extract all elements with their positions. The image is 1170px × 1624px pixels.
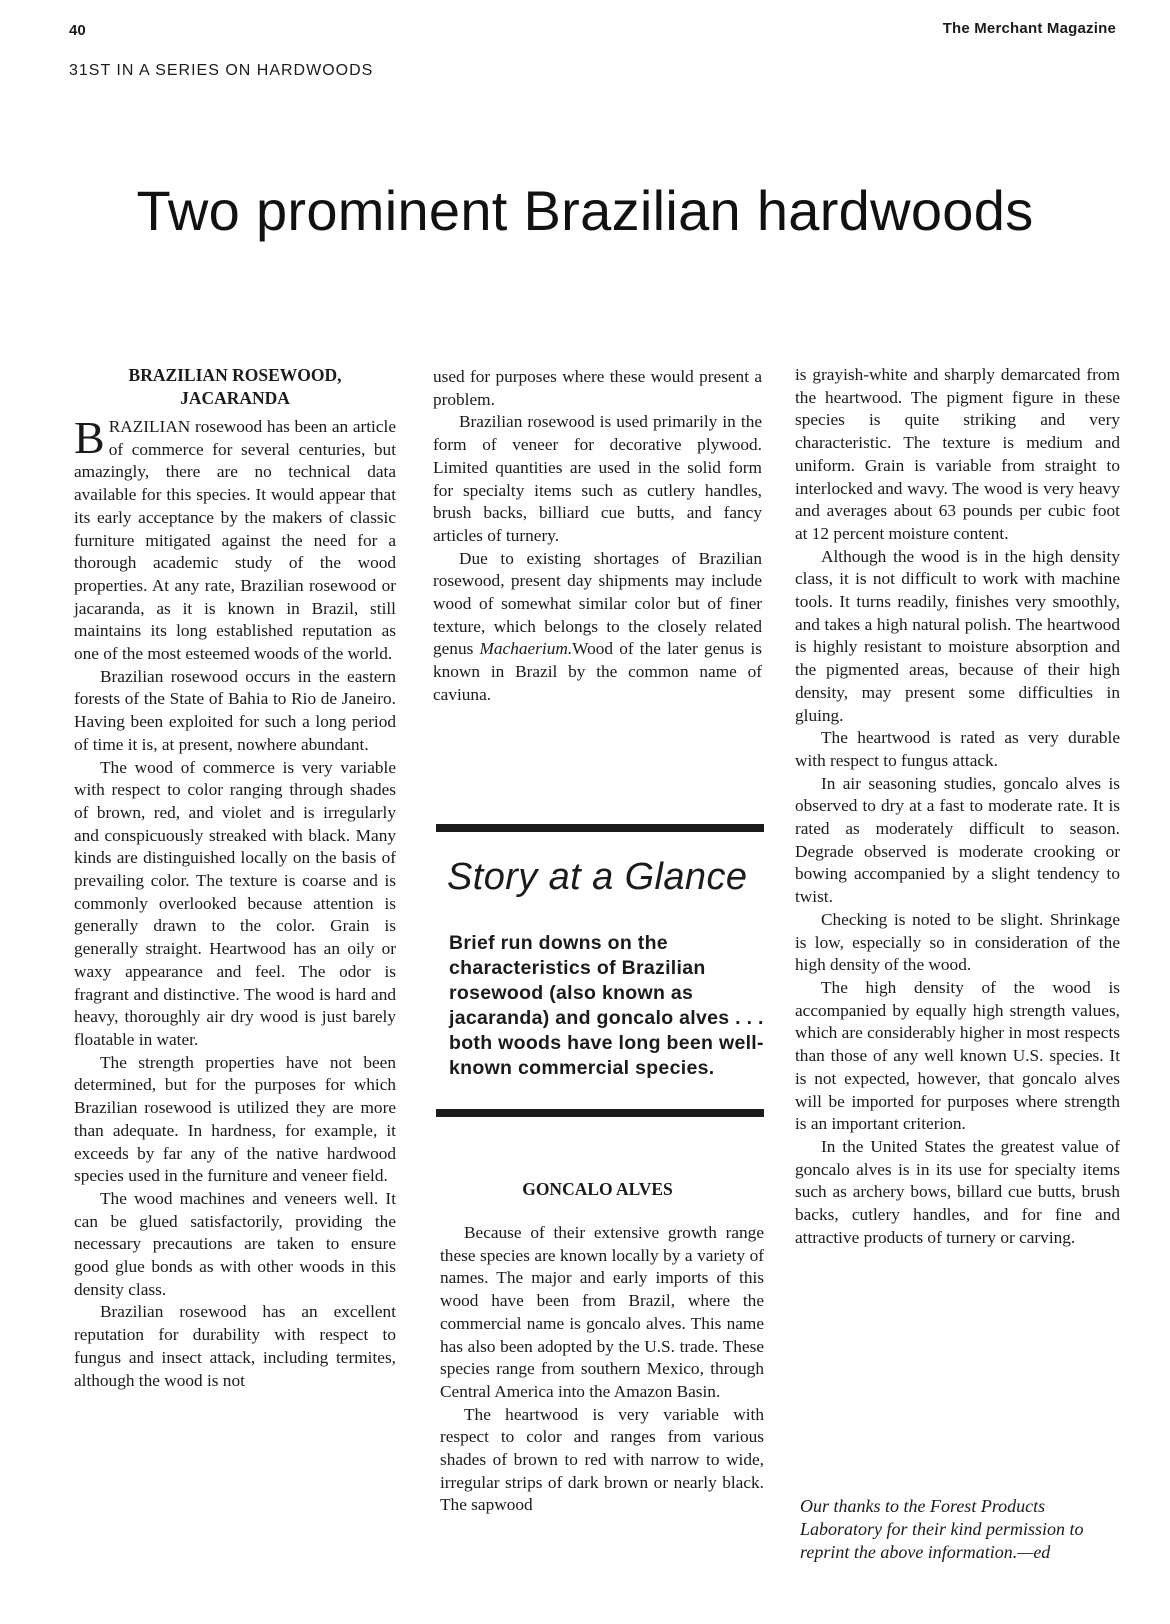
article-column-3 [795,364,1120,1249]
genus-name: Machaerium. [479,639,573,659]
paragraph: is grayish-white and sharply demarcated from the heartwood. The pigment figure in these species is quite striking and very characteristic. The texture is medium and uniform. Grain is variable from straight to interlocked and wavy. The wood is very heavy and averages about 63 pounds per cubic foot at 12 percent moisture content. [795,365,1120,543]
paragraph: The heartwood is rated as very durable with respect to fungus attack. [795,728,1120,770]
paragraph: Because of their extensive growth range these species are known locally by a variety of names. The major and early imports of this wood have been from Brazil, where the commercial name is goncalo alves. This name has also been adopted by the U.S. trade. These species range from southern Mexico, through Central America into the Amazon Basin. [440,1223,764,1401]
paragraph-text: RAZILIAN rosewood has been an article of commerce for several centuries, but amazingly, there are no technical data available for this species. It would appear that its early acceptance by the makers of classic furniture mitigated against the need for a thorough academic study of the wood properties. At any rate, Brazilian rosewood or jacaranda, as it is known in Brazil, still maintains its long established reputation as one of the most esteemed woods of the world. [74,417,396,664]
article-headline: Two prominent Brazilian hardwoods [136,179,1034,242]
paragraph [74,412,396,666]
paragraph: The high density of the wood is accompanied by equally high strength values, which are considerably higher in most respects than those of any well known U.S. species. It is not expected, however, that goncalo alves will be imported for purposes where strength is an important criterion. [795,977,1120,1134]
paragraph: Brazilian rosewood is used primarily in the form of veneer for decorative plywood. Limited quantities are used in the solid form for specialty items such as cutlery handles, brush backs, billiard cue butts, and fancy articles of turnery. [433,412,762,545]
article-column-2-lower [440,1222,764,1517]
page-number: 40 [69,22,86,39]
article-column-2 [433,366,762,707]
series-label: 31ST IN A SERIES ON HARDWOODS [69,62,374,79]
credit-note: Our thanks to the Forest Products Laboratory for their kind permission to reprint the above information.—ed [800,1496,1084,1562]
paragraph: Brazilian rosewood has an excellent reputation for durability with respect to fungus and insect attack, including termites, although the wood is not [74,1302,396,1390]
paragraph: Checking is noted to be slight. Shrinkage is low, especially so in consideration of the high density of the wood. [795,909,1120,975]
divider-rule [436,1109,764,1117]
paragraph: Although the wood is in the high density class, it is not difficult to work with machine tools. It turns readily, finishes very smoothly, and takes a high natural polish. The heartwood is highly resistant to moisture absorption and the pigmented areas, because of their high density, may present some difficulties in gluing. [795,546,1120,725]
glance-title: Story at a Glance [447,856,748,898]
paragraph: The wood of commerce is very variable with respect to color ranging through shades of brown, red, and violet and is irregularly and conspicuously streaked with black. Many kinds are distinguished locally on the basis of prevailing color. The texture is coarse and is commonly overlooked because attention is generally drawn to the color. Grain is generally straight. Heartwood has an oily or waxy appearance and feel. The odor is fragrant and distinctive. The wood is hard and heavy, thoroughly air dry wood is just barely floatable in water. [74,757,396,1049]
paragraph: The wood machines and veneers well. It can be glued satisfactorily, providing the necessary precautions are taken to ensure good glue bonds as with other woods in this density class. [74,1188,396,1299]
story-at-a-glance-box [436,824,764,1117]
paragraph-text: Wood of the later genus is known in Brazil by the common name of caviuna. [433,639,763,704]
paragraph: The heartwood is very variable with respect to color and ranges from various shades of brown to red with narrow to wide, irregular strips of dark brown or nearly black. The sapwood [440,1404,764,1515]
section-heading-goncalo: GONCALO ALVES [522,1179,673,1199]
glance-summary: Brief run downs on the characteristics of Brazilian rosewood (also known as jacaranda) and goncalo alves . . . both woods have long been well-known commercial species. [449,932,764,1079]
paragraph: The strength properties have not been determined, but for the purposes for which Brazilian rosewood is utilized they are more than adequate. In hardness, for example, it exceeds by far any of the native hardwood species used in the furniture and veneer field. [74,1052,396,1186]
section-heading-rosewood: BRAZILIAN ROSEWOOD, JACARANDA [128,365,342,408]
drop-cap: B [74,412,105,463]
paragraph: used for purposes where these would present a problem. [433,367,762,409]
paragraph-text: Due to existing shortages of Brazilian rosewood, present day shipments may include wood of somewhat similar color but of finer texture, which belongs to the closely related genus [433,548,762,659]
paragraph: In air seasoning studies, goncalo alves is observed to dry at a fast to moderate rate. It is rated as moderately difficult to season. Degrade observed is moderate crooking or bowing accompanied by a slight tendency to twist. [795,773,1120,907]
divider-rule [436,824,764,832]
article-column-1 [74,364,396,1392]
magazine-name: The Merchant Magazine [942,20,1116,37]
paragraph: Brazilian rosewood occurs in the eastern forests of the State of Bahia to Rio de Janeiro. Having been exploited for such a long period of time it is, at present, nowhere abundant. [74,666,396,754]
paragraph: In the United States the greatest value of goncalo alves is in its use for specialty items such as archery bows, billard cue butts, brush backs, cutlery handles, and for fine and attractive products of turnery or carving. [795,1136,1120,1247]
paragraph [433,548,762,707]
